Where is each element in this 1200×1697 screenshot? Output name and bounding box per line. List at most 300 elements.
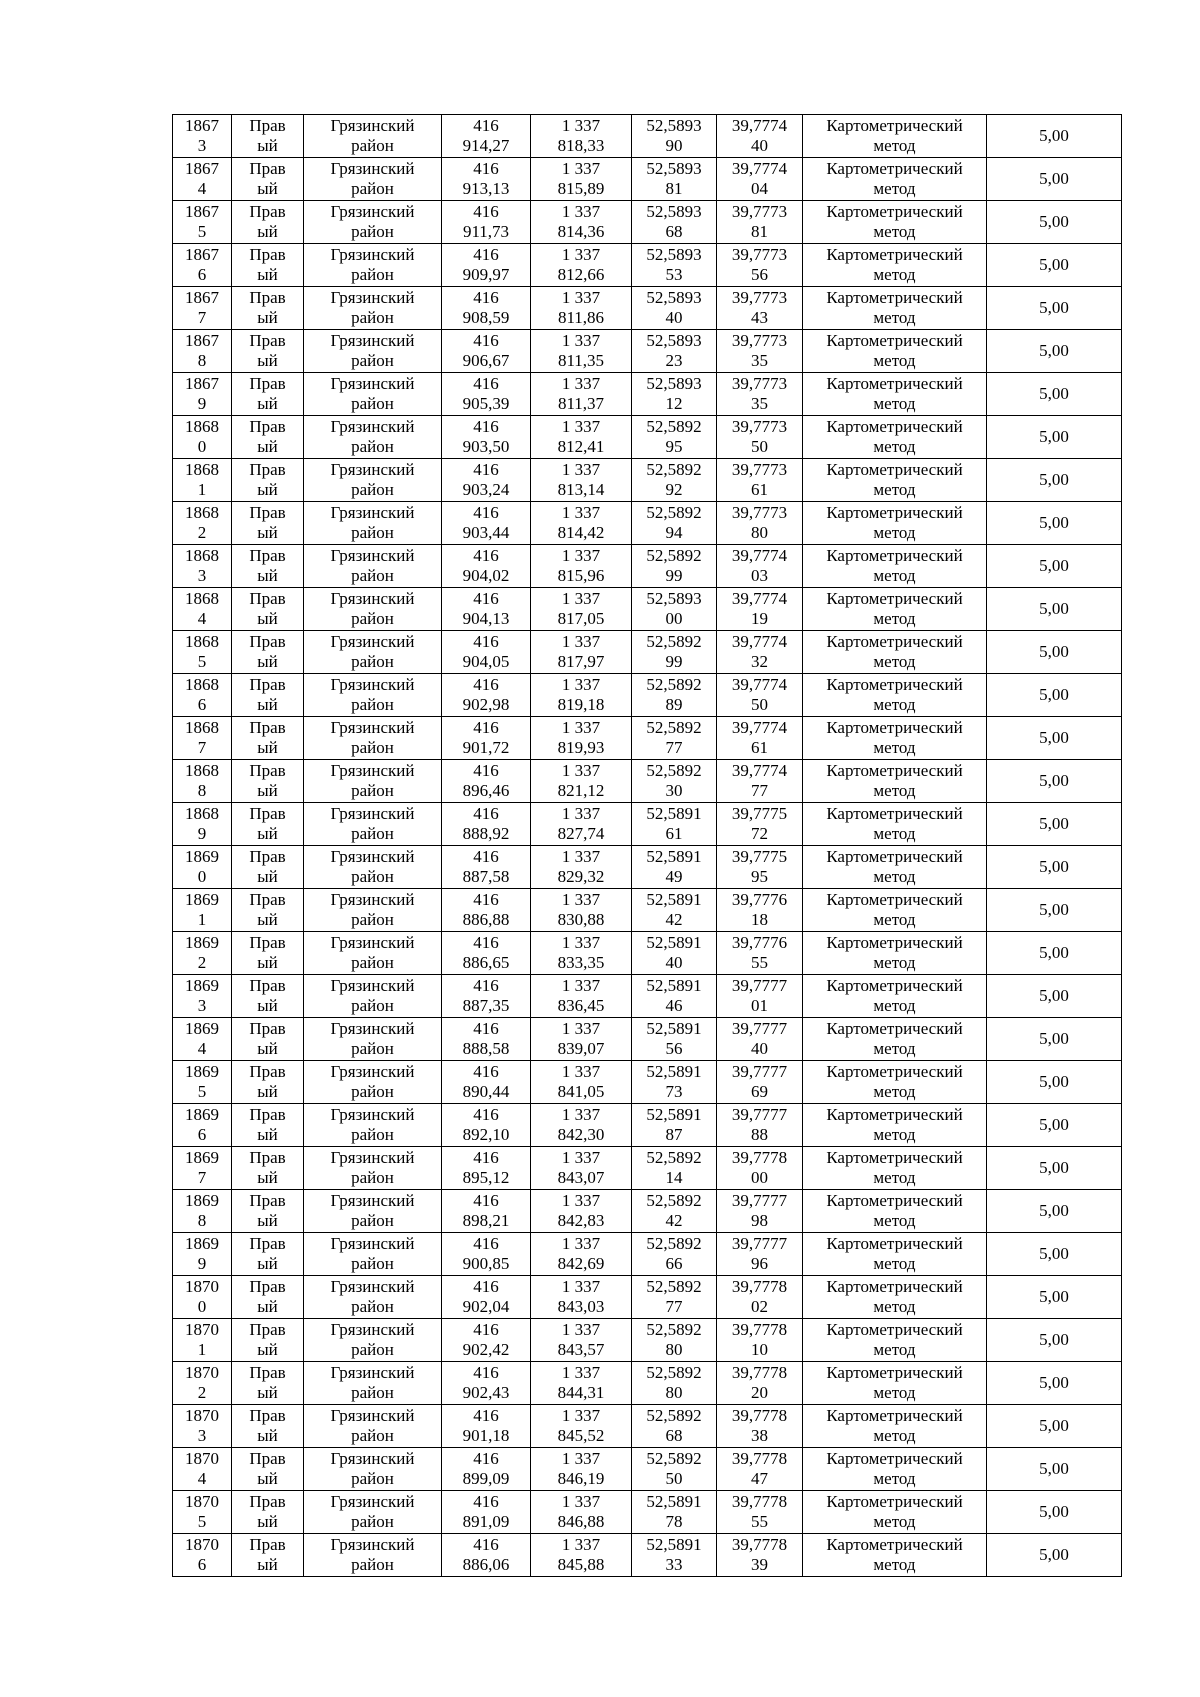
method-line-1: Картометрический [826, 804, 963, 823]
point-number-cell [173, 287, 232, 330]
point-number-line-1: 1867 [185, 288, 219, 307]
method-line-1: Картометрический [826, 1019, 963, 1038]
bank-side-cell [232, 1061, 304, 1104]
point-number-line-2: 5 [197, 222, 207, 241]
district-line-2: район [351, 738, 394, 757]
accuracy-cell [987, 1233, 1122, 1276]
district-line-1: Грязинский [330, 761, 415, 780]
method-line-2: метод [873, 265, 916, 284]
x-coordinate-line-2: 901,72 [462, 738, 510, 757]
y-coordinate-cell [531, 1061, 632, 1104]
bank-side-line-2: ый [257, 523, 278, 542]
accuracy-cell [987, 545, 1122, 588]
accuracy-value: 5,00 [1039, 1459, 1069, 1478]
x-coordinate-line-1: 416 [473, 1148, 499, 1167]
district-line-1: Грязинский [330, 1320, 415, 1339]
latitude-line-2: 40 [665, 308, 683, 327]
method-line-1: Картометрический [826, 632, 963, 651]
bank-side-cell [232, 287, 304, 330]
longitude-line-2: 50 [751, 437, 768, 456]
bank-side-cell [232, 373, 304, 416]
longitude-line-1: 39,7778 [731, 1449, 788, 1468]
latitude-cell [632, 158, 717, 201]
longitude-line-2: 61 [751, 480, 768, 499]
x-coordinate-line-2: 902,42 [462, 1340, 510, 1359]
longitude-cell [717, 330, 803, 373]
longitude-line-1: 39,7776 [731, 933, 788, 952]
y-coordinate-line-2: 844,31 [557, 1383, 605, 1402]
latitude-line-2: 92 [665, 480, 683, 499]
accuracy-value: 5,00 [1039, 642, 1069, 661]
method-line-1: Картометрический [826, 890, 963, 909]
point-number-line-1: 1868 [185, 503, 219, 522]
method-cell [803, 1061, 987, 1104]
x-coordinate-cell [442, 1448, 531, 1491]
latitude-line-1: 52,5892 [646, 1363, 702, 1382]
bank-side-line-2: ый [257, 566, 278, 585]
y-coordinate-line-2: 845,88 [557, 1555, 605, 1574]
latitude-line-2: 49 [665, 867, 683, 886]
district-cell [304, 846, 442, 889]
longitude-cell [717, 373, 803, 416]
y-coordinate-line-2: 839,07 [557, 1039, 605, 1058]
x-coordinate-cell [442, 803, 531, 846]
longitude-line-1: 39,7776 [731, 890, 788, 909]
longitude-line-1: 39,7774 [731, 675, 788, 694]
point-number-cell [173, 1276, 232, 1319]
bank-side-line-2: ый [257, 652, 278, 671]
accuracy-cell [987, 459, 1122, 502]
x-coordinate-line-2: 902,43 [462, 1383, 510, 1402]
point-number-line-1: 1870 [185, 1535, 219, 1554]
point-number-cell [173, 975, 232, 1018]
district-line-2: район [351, 437, 394, 456]
table-row [173, 115, 1122, 158]
method-cell [803, 459, 987, 502]
point-number-line-2: 5 [197, 1082, 207, 1101]
y-coordinate-line-2: 821,12 [557, 781, 605, 800]
bank-side-cell [232, 459, 304, 502]
x-coordinate-line-2: 886,06 [462, 1555, 510, 1574]
latitude-line-2: 73 [665, 1082, 683, 1101]
district-line-2: район [351, 222, 394, 241]
latitude-cell [632, 1233, 717, 1276]
bank-side-cell [232, 1319, 304, 1362]
y-coordinate-line-1: 1 337 [561, 718, 601, 737]
accuracy-value: 5,00 [1039, 900, 1069, 919]
method-cell [803, 244, 987, 287]
district-cell [304, 115, 442, 158]
method-cell [803, 1534, 987, 1577]
accuracy-cell [987, 889, 1122, 932]
accuracy-cell [987, 803, 1122, 846]
latitude-cell [632, 1104, 717, 1147]
method-line-1: Картометрический [826, 159, 963, 178]
accuracy-cell [987, 1319, 1122, 1362]
point-number-line-2: 4 [197, 609, 207, 628]
longitude-line-2: 77 [751, 781, 768, 800]
y-coordinate-line-1: 1 337 [561, 1449, 601, 1468]
table-row [173, 416, 1122, 459]
longitude-line-1: 39,7777 [731, 976, 788, 995]
district-line-2: район [351, 1254, 394, 1273]
latitude-line-1: 52,5892 [646, 1148, 702, 1167]
longitude-cell [717, 244, 803, 287]
y-coordinate-line-1: 1 337 [561, 1320, 601, 1339]
longitude-line-1: 39,7773 [731, 460, 788, 479]
accuracy-value: 5,00 [1039, 169, 1069, 188]
latitude-cell [632, 115, 717, 158]
y-coordinate-line-2: 843,03 [557, 1297, 605, 1316]
x-coordinate-line-2: 899,09 [462, 1469, 510, 1488]
y-coordinate-line-2: 813,14 [557, 480, 605, 499]
latitude-line-2: 68 [665, 1426, 683, 1445]
y-coordinate-line-1: 1 337 [561, 1062, 601, 1081]
latitude-line-1: 52,5892 [646, 632, 702, 651]
district-line-2: район [351, 136, 394, 155]
method-line-2: метод [873, 523, 916, 542]
x-coordinate-cell [442, 1147, 531, 1190]
bank-side-cell [232, 1362, 304, 1405]
longitude-line-1: 39,7778 [731, 1492, 788, 1511]
method-line-1: Картометрический [826, 761, 963, 780]
y-coordinate-line-2: 845,52 [557, 1426, 605, 1445]
x-coordinate-line-1: 416 [473, 933, 499, 952]
bank-side-cell [232, 545, 304, 588]
latitude-line-1: 52,5892 [646, 1406, 702, 1425]
table-row [173, 1534, 1122, 1577]
method-line-2: метод [873, 781, 916, 800]
bank-side-cell [232, 158, 304, 201]
bank-side-line-2: ый [257, 1254, 278, 1273]
district-cell [304, 244, 442, 287]
latitude-cell [632, 631, 717, 674]
accuracy-value: 5,00 [1039, 1244, 1069, 1263]
longitude-line-1: 39,7778 [731, 1148, 788, 1167]
x-coordinate-line-2: 888,92 [462, 824, 510, 843]
table-row [173, 1233, 1122, 1276]
method-line-1: Картометрический [826, 1277, 963, 1296]
latitude-cell [632, 1018, 717, 1061]
y-coordinate-line-1: 1 337 [561, 632, 601, 651]
method-cell [803, 1233, 987, 1276]
longitude-line-2: 39 [751, 1555, 768, 1574]
district-line-2: район [351, 1469, 394, 1488]
point-number-line-1: 1867 [185, 159, 219, 178]
longitude-line-1: 39,7777 [731, 1105, 788, 1124]
longitude-cell [717, 201, 803, 244]
longitude-line-2: 55 [751, 953, 768, 972]
y-coordinate-line-1: 1 337 [561, 202, 601, 221]
bank-side-line-2: ый [257, 394, 278, 413]
x-coordinate-line-1: 416 [473, 1105, 499, 1124]
longitude-cell [717, 1061, 803, 1104]
y-coordinate-line-2: 811,35 [557, 351, 605, 370]
bank-side-line-1: Прав [249, 1535, 286, 1554]
method-line-2: метод [873, 867, 916, 886]
table-body [173, 115, 1122, 1577]
district-cell [304, 1190, 442, 1233]
x-coordinate-line-1: 416 [473, 460, 499, 479]
bank-side-cell [232, 330, 304, 373]
district-line-1: Грязинский [330, 933, 415, 952]
latitude-line-1: 52,5891 [646, 1535, 702, 1554]
point-number-line-2: 9 [197, 394, 207, 413]
point-number-cell [173, 889, 232, 932]
method-line-1: Картометрический [826, 1148, 963, 1167]
longitude-line-1: 39,7774 [731, 116, 788, 135]
accuracy-cell [987, 1276, 1122, 1319]
bank-side-line-1: Прав [249, 159, 286, 178]
accuracy-cell [987, 717, 1122, 760]
method-cell [803, 717, 987, 760]
longitude-line-1: 39,7774 [731, 159, 788, 178]
y-coordinate-line-2: 842,30 [557, 1125, 605, 1144]
method-line-1: Картометрический [826, 116, 963, 135]
longitude-cell [717, 1190, 803, 1233]
y-coordinate-cell [531, 244, 632, 287]
method-line-2: метод [873, 1512, 916, 1531]
method-cell [803, 1104, 987, 1147]
accuracy-value: 5,00 [1039, 556, 1069, 575]
method-cell [803, 1147, 987, 1190]
bank-side-cell [232, 1276, 304, 1319]
longitude-line-2: 02 [751, 1297, 768, 1316]
point-number-cell [173, 330, 232, 373]
longitude-cell [717, 975, 803, 1018]
x-coordinate-line-1: 416 [473, 288, 499, 307]
latitude-line-2: 90 [665, 136, 683, 155]
accuracy-cell [987, 1104, 1122, 1147]
y-coordinate-line-1: 1 337 [561, 1492, 601, 1511]
longitude-line-2: 55 [751, 1512, 768, 1531]
district-line-1: Грязинский [330, 718, 415, 737]
method-line-2: метод [873, 222, 916, 241]
bank-side-line-1: Прав [249, 245, 286, 264]
accuracy-cell [987, 115, 1122, 158]
method-cell [803, 502, 987, 545]
x-coordinate-line-2: 903,44 [462, 523, 510, 542]
x-coordinate-cell [442, 1233, 531, 1276]
point-number-cell [173, 1319, 232, 1362]
bank-side-line-2: ый [257, 781, 278, 800]
district-cell [304, 1534, 442, 1577]
y-coordinate-line-1: 1 337 [561, 245, 601, 264]
district-line-1: Грязинский [330, 1406, 415, 1425]
x-coordinate-line-2: 896,46 [462, 781, 510, 800]
point-number-line-1: 1870 [185, 1320, 219, 1339]
x-coordinate-line-2: 908,59 [462, 308, 510, 327]
district-cell [304, 545, 442, 588]
district-line-2: район [351, 996, 394, 1015]
longitude-cell [717, 158, 803, 201]
latitude-line-1: 52,5891 [646, 804, 702, 823]
accuracy-value: 5,00 [1039, 1029, 1069, 1048]
method-line-2: метод [873, 910, 916, 929]
method-line-2: метод [873, 652, 916, 671]
y-coordinate-line-1: 1 337 [561, 460, 601, 479]
district-line-2: район [351, 1383, 394, 1402]
point-number-line-1: 1869 [185, 1191, 219, 1210]
latitude-cell [632, 1405, 717, 1448]
y-coordinate-line-1: 1 337 [561, 1191, 601, 1210]
latitude-line-2: 42 [665, 1211, 683, 1230]
method-line-2: метод [873, 1426, 916, 1445]
bank-side-cell [232, 1534, 304, 1577]
x-coordinate-line-1: 416 [473, 546, 499, 565]
accuracy-cell [987, 1362, 1122, 1405]
point-number-line-2: 7 [197, 738, 207, 757]
method-line-2: метод [873, 179, 916, 198]
accuracy-cell [987, 373, 1122, 416]
x-coordinate-cell [442, 459, 531, 502]
method-line-2: метод [873, 308, 916, 327]
y-coordinate-line-2: 829,32 [557, 867, 605, 886]
point-number-line-1: 1870 [185, 1492, 219, 1511]
point-number-cell [173, 1362, 232, 1405]
bank-side-cell [232, 1448, 304, 1491]
accuracy-cell [987, 1018, 1122, 1061]
accuracy-value: 5,00 [1039, 986, 1069, 1005]
longitude-cell [717, 502, 803, 545]
table-row [173, 1319, 1122, 1362]
point-number-line-2: 2 [197, 523, 207, 542]
y-coordinate-cell [531, 932, 632, 975]
district-cell [304, 1362, 442, 1405]
point-number-line-2: 6 [197, 265, 207, 284]
longitude-line-2: 40 [751, 136, 768, 155]
method-line-1: Картометрический [826, 976, 963, 995]
longitude-line-1: 39,7773 [731, 331, 788, 350]
x-coordinate-line-1: 416 [473, 1363, 499, 1382]
x-coordinate-line-1: 416 [473, 417, 499, 436]
bank-side-line-1: Прав [249, 1234, 286, 1253]
bank-side-line-2: ый [257, 867, 278, 886]
district-line-2: район [351, 1125, 394, 1144]
method-line-2: метод [873, 1254, 916, 1273]
x-coordinate-line-1: 416 [473, 1062, 499, 1081]
latitude-line-1: 52,5891 [646, 847, 702, 866]
accuracy-value: 5,00 [1039, 1545, 1069, 1564]
method-line-1: Картометрический [826, 546, 963, 565]
table-row [173, 1061, 1122, 1104]
accuracy-cell [987, 760, 1122, 803]
latitude-line-2: 77 [665, 738, 683, 757]
latitude-cell [632, 502, 717, 545]
method-line-1: Картометрический [826, 933, 963, 952]
bank-side-cell [232, 1147, 304, 1190]
method-line-2: метод [873, 1211, 916, 1230]
accuracy-value: 5,00 [1039, 1115, 1069, 1134]
district-cell [304, 1448, 442, 1491]
table-row [173, 330, 1122, 373]
district-line-1: Грязинский [330, 1105, 415, 1124]
district-line-2: район [351, 1039, 394, 1058]
accuracy-cell [987, 1061, 1122, 1104]
y-coordinate-line-2: 812,66 [557, 265, 605, 284]
longitude-cell [717, 1147, 803, 1190]
accuracy-value: 5,00 [1039, 384, 1069, 403]
district-line-1: Грязинский [330, 1277, 415, 1296]
district-line-1: Грязинский [330, 1363, 415, 1382]
table-row [173, 1491, 1122, 1534]
bank-side-cell [232, 803, 304, 846]
longitude-line-2: 38 [751, 1426, 768, 1445]
longitude-line-1: 39,7777 [731, 1062, 788, 1081]
latitude-line-1: 52,5892 [646, 1449, 702, 1468]
point-number-line-1: 1867 [185, 374, 219, 393]
latitude-line-1: 52,5891 [646, 1492, 702, 1511]
latitude-cell [632, 975, 717, 1018]
district-cell [304, 674, 442, 717]
y-coordinate-cell [531, 1233, 632, 1276]
district-line-2: район [351, 910, 394, 929]
longitude-line-2: 01 [751, 996, 768, 1015]
longitude-line-1: 39,7774 [731, 632, 788, 651]
longitude-cell [717, 115, 803, 158]
point-number-line-2: 1 [197, 1340, 207, 1359]
bank-side-line-1: Прав [249, 1406, 286, 1425]
method-cell [803, 1190, 987, 1233]
longitude-line-1: 39,7773 [731, 417, 788, 436]
method-cell [803, 115, 987, 158]
point-number-line-2: 3 [197, 996, 207, 1015]
table-row [173, 588, 1122, 631]
longitude-line-2: 50 [751, 695, 768, 714]
y-coordinate-cell [531, 803, 632, 846]
x-coordinate-line-2: 887,35 [462, 996, 510, 1015]
longitude-cell [717, 1319, 803, 1362]
bank-side-line-2: ый [257, 1168, 278, 1187]
point-number-line-1: 1868 [185, 417, 219, 436]
table-row [173, 201, 1122, 244]
longitude-cell [717, 846, 803, 889]
method-line-1: Картометрический [826, 1105, 963, 1124]
method-cell [803, 287, 987, 330]
latitude-cell [632, 717, 717, 760]
point-number-line-1: 1869 [185, 1019, 219, 1038]
bank-side-line-2: ый [257, 1211, 278, 1230]
method-cell [803, 1405, 987, 1448]
x-coordinate-cell [442, 975, 531, 1018]
accuracy-cell [987, 1190, 1122, 1233]
point-number-line-1: 1868 [185, 761, 219, 780]
table-row [173, 459, 1122, 502]
x-coordinate-line-2: 904,05 [462, 652, 510, 671]
latitude-line-1: 52,5891 [646, 976, 702, 995]
x-coordinate-line-1: 416 [473, 1449, 499, 1468]
latitude-cell [632, 244, 717, 287]
x-coordinate-cell [442, 1018, 531, 1061]
point-number-line-2: 8 [197, 351, 207, 370]
accuracy-cell [987, 674, 1122, 717]
district-line-2: район [351, 1082, 394, 1101]
latitude-line-2: 81 [665, 179, 683, 198]
y-coordinate-cell [531, 1448, 632, 1491]
bank-side-line-1: Прав [249, 1105, 286, 1124]
table-row [173, 803, 1122, 846]
point-number-line-1: 1869 [185, 890, 219, 909]
x-coordinate-line-1: 416 [473, 1535, 499, 1554]
point-number-line-2: 5 [197, 652, 207, 671]
district-cell [304, 803, 442, 846]
latitude-line-2: 23 [665, 351, 683, 370]
latitude-line-1: 52,5891 [646, 1062, 702, 1081]
coordinates-table [172, 114, 1122, 1577]
point-number-line-1: 1869 [185, 1105, 219, 1124]
point-number-line-1: 1868 [185, 460, 219, 479]
district-cell [304, 889, 442, 932]
